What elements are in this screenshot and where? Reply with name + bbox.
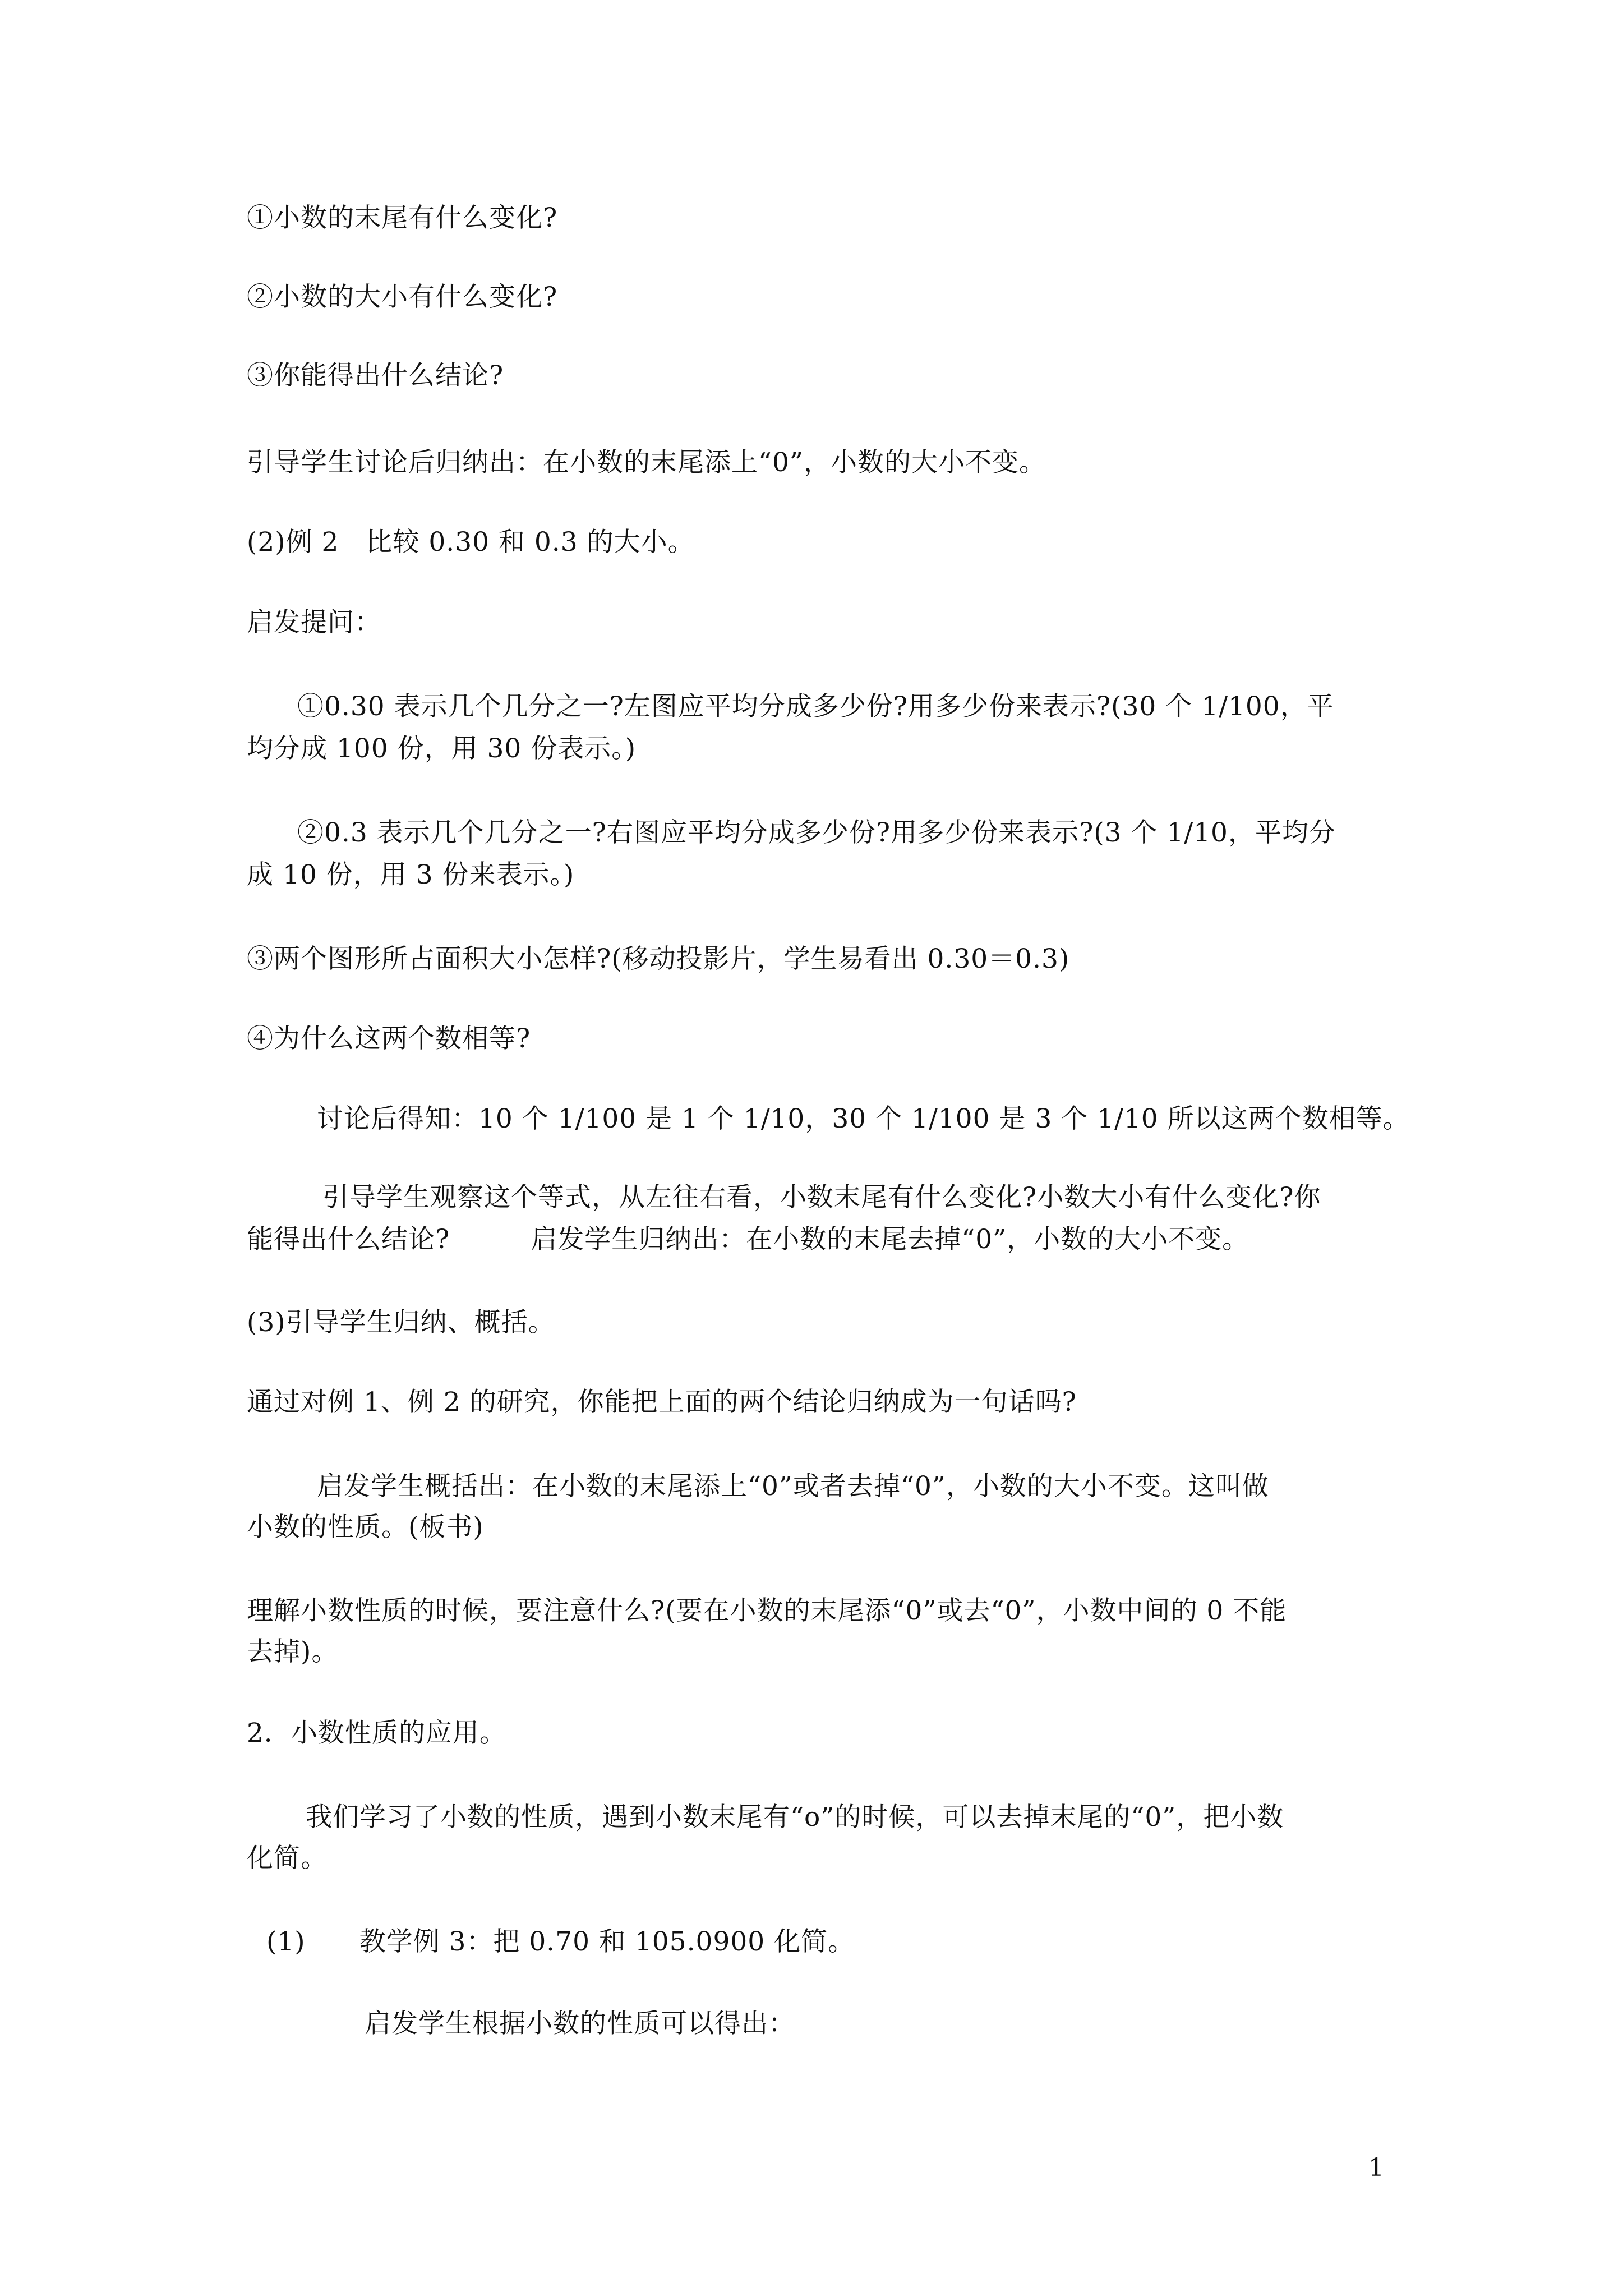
- text-line: 均分成 100 份，用 30 份表示。): [247, 733, 637, 764]
- text-line: 讨论后得知：10 个 1/100 是 1 个 1/10，30 个 1/100 是 3 个 1/10 所以这两个数相等。: [317, 1103, 1410, 1134]
- text-line: 启发提问：: [247, 607, 381, 638]
- text-line: 化简。: [247, 1843, 328, 1874]
- text-line: ②小数的大小有什么变化?: [247, 282, 558, 312]
- text-line: 启发学生概括出：在小数的末尾添上“0”或者去掉“0”，小数的大小不变。这叫做: [317, 1471, 1269, 1502]
- text-line: ①0.30 表示几个几分之一?左图应平均分成多少份?用多少份来表示?(30 个 1/100，平: [297, 691, 1334, 722]
- text-line: (2)例 2 比较 0.30 和 0.3 的大小。: [247, 527, 695, 558]
- text-line: 2．小数性质的应用。: [247, 1718, 506, 1749]
- text-line: ①小数的末尾有什么变化?: [247, 203, 558, 233]
- text-line: 引导学生讨论后归纳出：在小数的末尾添上“0”，小数的大小不变。: [247, 447, 1046, 478]
- text-line: 小数的性质。(板书): [247, 1512, 484, 1543]
- text-line: 成 10 份，用 3 份来表示。): [247, 859, 575, 890]
- text-line: 去掉)。: [247, 1636, 339, 1667]
- text-line: ③两个图形所占面积大小怎样?(移动投影片，学生易看出 0.30＝0.3): [247, 944, 1070, 974]
- text-line: 理解小数性质的时候，要注意什么?(要在小数的末尾添“0”或去“0”，小数中间的 0 不能: [247, 1595, 1287, 1626]
- text-line: 我们学习了小数的性质，遇到小数末尾有“o”的时候，可以去掉末尾的“0”，把小数: [306, 1802, 1284, 1833]
- text-line: 通过对例 1、例 2 的研究，你能把上面的两个结论归纳成为一句话吗?: [247, 1387, 1077, 1418]
- text-line: ②0.3 表示几个几分之一?右图应平均分成多少份?用多少份来表示?(3 个 1/10，平均分: [297, 817, 1336, 848]
- text-line: ③你能得出什么结论?: [247, 360, 504, 391]
- text-line: 启发学生根据小数的性质可以得出：: [365, 2008, 795, 2039]
- text-line: 能得出什么结论? 启发学生归纳出：在小数的末尾去掉“0”，小数的大小不变。: [247, 1224, 1249, 1255]
- page-number: 1: [1368, 2154, 1384, 2182]
- text-line: ④为什么这两个数相等?: [247, 1023, 531, 1054]
- text-line: 引导学生观察这个等式，从左往右看，小数末尾有什么变化?小数大小有什么变化?你: [322, 1182, 1321, 1213]
- text-line: (1) 教学例 3：把 0.70 和 105.0900 化简。: [266, 1926, 855, 1957]
- text-line: (3)引导学生归纳、概括。: [247, 1307, 555, 1338]
